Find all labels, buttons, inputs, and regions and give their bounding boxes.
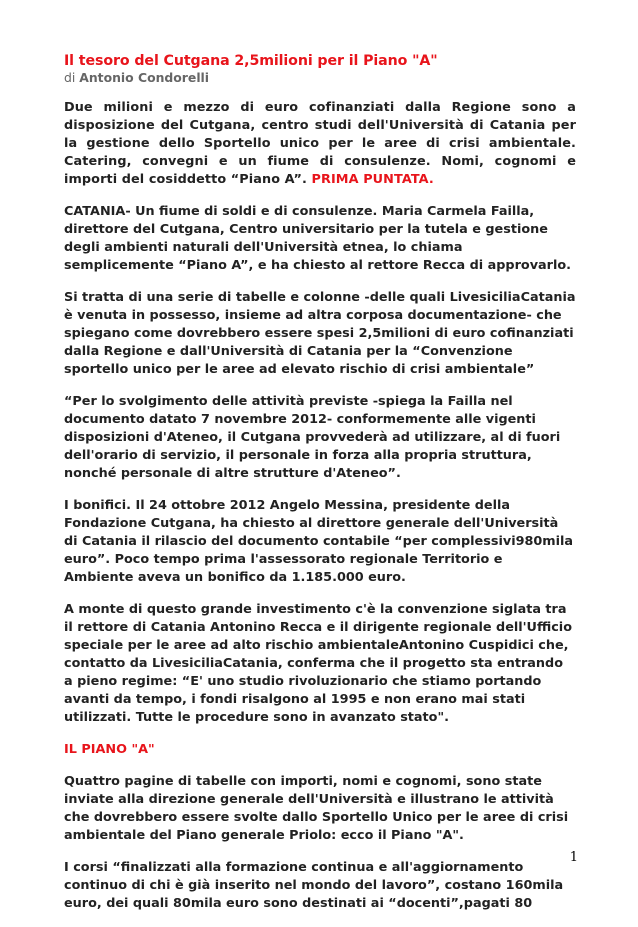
article — [64, 52, 576, 927]
paragraph-corsi: I corsi “finalizzati alla formazione continua e all'aggiornamento continuo di chi è già inserito nel mondo del lavoro”, costano 160mila euro, dei quali 80mila euro sono destinati ai “docenti”,pagati 80 — [64, 860, 564, 911]
page-number: 1 — [569, 850, 578, 865]
paragraph-failla-quote: “Per lo svolgimento delle attività previste -spiega la Failla nel documento datato 7 novembre 2012- conformemente alle vigenti disposizioni d'Ateneo, il Cutgana provvederà ad utilizzare, al di fuori dell'orario di servizio, il personale in forza alla propria struttura, nonché personale di altre strutture d'Ateneo”. — [64, 394, 561, 481]
paragraph-convenzione: A monte di questo grande investimento c'è la convenzione siglata tra il rettore di Catania Antonino Recca e il dirigente regionale dell'Ufficio speciale per le aree ad alto rischio ambientaleAntonino Cuspidici che, contatto da LivesiciliaCatania, conferma che il progetto sta entrando a pieno regime: “E' uno studio rivoluzionario che stiamo portando avanti da tempo, i fondi risalgono al 1995 e non erano mai stati utilizzati. Tutte le procedure sono in avanzato stato". — [64, 602, 572, 725]
byline — [64, 70, 576, 86]
author-name: Antonio Condorelli — [79, 70, 210, 85]
lead-text: Due milioni e mezzo di euro cofinanziati dalla Regione sono a disposizione del Cutgana, centro studi dell'Università di Catania per la gestione dello Sportello unico per le aree di crisi ambientale. Catering, convegni e un fiume di consulenze. Nomi, cognomi e importi del cosiddetto “Piano A”. — [64, 100, 576, 187]
paragraph-quattro-pagine: Quattro pagine di tabelle con importi, nomi e cognomi, sono state inviate alla direzione generale dell'Università e illustrano le attività che dovrebbero essere svolte dallo Sportello Unico per le aree di crisi ambientale del Piano generale Priolo: ecco il Piano "A". — [64, 774, 569, 843]
article-title: Il tesoro del Cutgana 2,5milioni per il Piano "A" — [64, 53, 438, 69]
paragraph-catania: CATANIA- Un fiume di soldi e di consulenze. Maria Carmela Failla, direttore del Cutgana, Centro universitario per la tutela e gestione degli ambienti naturali dell'Università etnea, lo chiama semplicemente “Piano A”, e ha chiesto al rettore Recca di approvarlo. — [64, 204, 572, 273]
section-heading: IL PIANO "A" — [64, 742, 155, 757]
paragraph-bonifici: I bonifici. Il 24 ottobre 2012 Angelo Messina, presidente della Fondazione Cutgana, ha chiesto al direttore generale dell'Università di Catania il rilascio del documento contabile “per complessivi980mila euro”. Poco tempo prima l'assessorato regionale Territorio e Ambiente aveva un bonifico da 1.185.000 euro. — [64, 498, 574, 585]
paragraph-tabelle: Si tratta di una serie di tabelle e colonne -delle quali LivesiciliaCatania è venuta in possesso, insieme ad altra corposa documentazione- che spiegano come dovrebbero essere spesi 2,5milioni di euro cofinanziati dalla Regione e dall'Università di Catania per la “Convenzione sportello unico per le aree ad elevato rischio di crisi ambientale” — [64, 290, 576, 377]
lead-highlight: PRIMA PUNTATA. — [311, 172, 434, 187]
lead-paragraph — [64, 99, 576, 189]
byline-prefix: di — [64, 70, 80, 85]
